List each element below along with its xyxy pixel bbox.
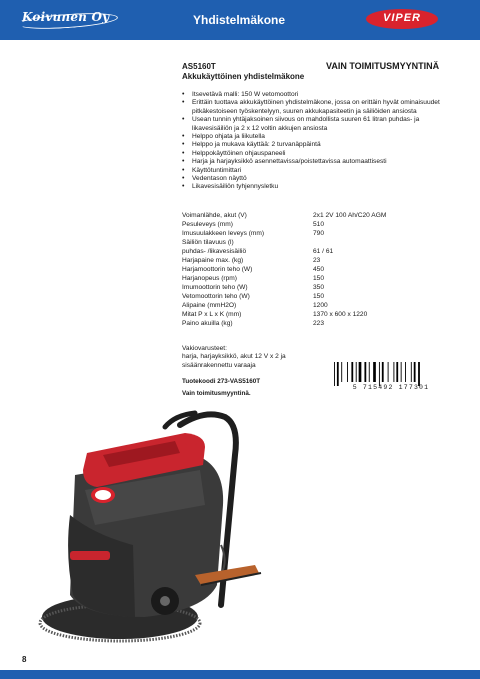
spec-label: Mitat P x L x K (mm) [182, 311, 242, 318]
spec-table [182, 211, 453, 328]
spec-value: 2x1 2V 100 Ah/C20 AGM [313, 212, 387, 219]
spec-row [182, 319, 453, 328]
feature-item: • Itsevetävä malli: 150 W vetomoottori [182, 91, 454, 99]
spec-label: Harjapaine max. (kg) [182, 257, 244, 264]
page-title: Yhdistelmäkone [193, 13, 286, 27]
spec-value: 790 [313, 230, 325, 237]
spec-value: 510 [313, 221, 325, 228]
spec-row [182, 211, 453, 220]
feature-item: • Käyttötuntimittari [182, 167, 454, 175]
spec-row [182, 265, 453, 274]
spec-label: Alipaine (mmH2O) [182, 302, 237, 309]
delivery-notice: VAIN TOIMITUSMYYNTINÄ [326, 61, 440, 71]
spec-label: Imumoottorin teho (W) [182, 284, 248, 291]
spec-label: Pesuleveys (mm) [182, 221, 233, 228]
spec-row [182, 292, 453, 301]
spec-value: 223 [313, 320, 325, 327]
spec-value: 450 [313, 266, 325, 273]
spec-row [182, 310, 453, 319]
page-header [0, 0, 480, 40]
spec-row [182, 301, 453, 310]
spec-row [182, 220, 453, 229]
feature-list [182, 91, 454, 192]
standard-equipment-text: harja, harjayksikkö, akut 12 V x 2 ja sisäänrakennettu varaaja [182, 353, 286, 369]
spec-row [182, 283, 453, 292]
page-number: 8 [22, 655, 27, 664]
barcode-number: 5 715492 177301 [352, 384, 430, 391]
spec-value: 1370 x 600 x 1220 [313, 311, 368, 318]
spec-value: 150 [313, 275, 325, 282]
viper-logo [366, 9, 438, 29]
spec-row [182, 229, 453, 238]
spec-row [182, 247, 453, 256]
feature-item: • Usean tunnin yhtäjaksoinen siivous on mahdollista suuren 61 litran puhdas- ja likavesisäiliön ja 2 x 12 voltin akkujen ansiosta [182, 116, 454, 133]
koivunen-logo [22, 10, 109, 24]
spec-label: Voimanlähde, akut (V) [182, 212, 247, 219]
logo-text: Koivunen Oy [22, 10, 110, 24]
spec-label: Paino akuilla (kg) [182, 320, 233, 327]
spec-label: Vetomoottorin teho (W) [182, 293, 250, 300]
spec-label: puhdas- /likavesisäiliö [182, 248, 247, 255]
product-model: AS5160T [182, 62, 216, 71]
spec-value [313, 238, 453, 247]
feature-item: • Harja ja harjayksikkö asennettavissa/poistettavissa automaattisesti [182, 158, 454, 166]
spec-value: 61 / 61 [313, 248, 334, 255]
delivery-note: Vain toimitusmyyntinä. [182, 390, 251, 397]
spec-label: Säiliön tilavuus (l) [182, 239, 234, 246]
standard-equipment-label: Vakiovarusteet: [182, 345, 227, 352]
feature-item: • Helppokäyttöinen ohjauspaneeli [182, 150, 454, 158]
spec-row [182, 274, 453, 283]
spec-row [182, 238, 453, 247]
viper-logo-text: VIPER [382, 12, 421, 24]
feature-item: • Helppo ja mukava käyttää: 2 turvanäppäintä [182, 141, 454, 149]
feature-item: • Helppo ohjata ja liikutella [182, 133, 454, 141]
spec-row [182, 256, 453, 265]
product-code: Tuotekoodi 273-VAS5160T [182, 378, 261, 385]
spec-value: 1200 [313, 302, 328, 309]
spec-label: Imusuulakkeen leveys (mm) [182, 230, 265, 237]
page-footer [0, 670, 480, 679]
spec-label: Harjanopeus (rpm) [182, 275, 237, 282]
feature-item: • Erittäin tuottava akkukäyttöinen yhdistelmäkone, jossa on erittäin hyvät ominaisuudet pitkäkestoiseen työskentelyyn, suuren akkukapasiteetin ja säiliöiden ansiosta [182, 99, 454, 116]
floor-scrubber-image [25, 395, 275, 655]
spec-label: Harjamoottorin teho (W) [182, 266, 253, 273]
feature-item: • Vedentason näyttö [182, 175, 454, 183]
spec-value: 23 [313, 257, 321, 264]
feature-item: • Likavesisäiliön tyhjennysletku [182, 183, 454, 191]
spec-value: 350 [313, 284, 325, 291]
product-subtitle: Akkukäyttöinen yhdistelmäkone [182, 72, 305, 81]
spec-value: 150 [313, 293, 325, 300]
